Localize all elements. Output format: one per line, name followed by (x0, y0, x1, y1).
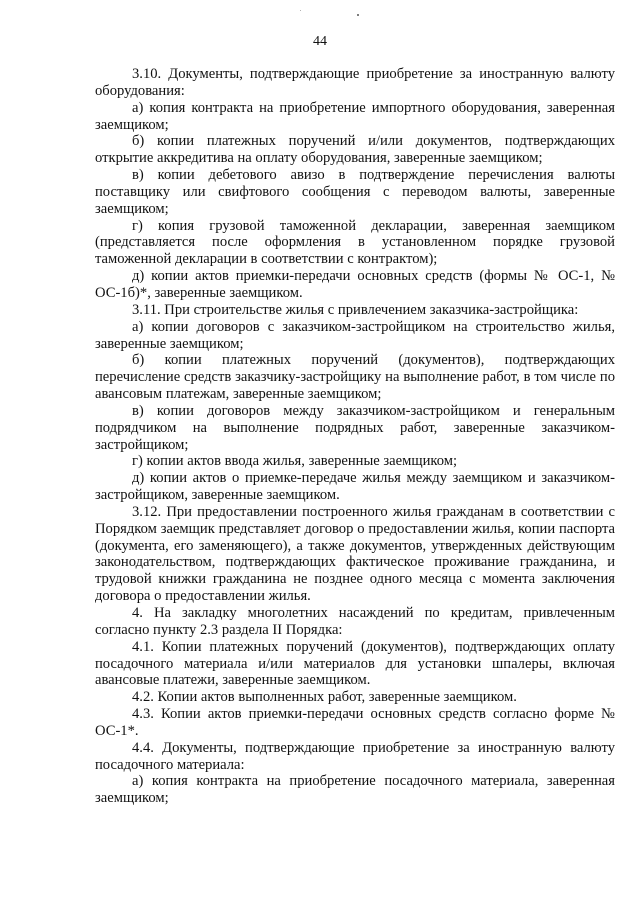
paragraph-4-4-a: а) копия контракта на приобретение посадочного материала, заверенная заемщиком; (95, 773, 615, 807)
paragraph-3-11: 3.11. При строительстве жилья с привлечением заказчика-застройщика: (132, 301, 579, 318)
paragraph-4-2: 4.2. Копии актов выполненных работ, заверенные заемщиком. (132, 689, 517, 706)
paragraph-3-10: 3.10. Документы, подтверждающие приобретение за иностранную валюту оборудования: (95, 66, 615, 99)
paragraph-4-4: 4.4. Документы, подтверждающие приобретение за иностранную валюту посадочного материала: (95, 739, 615, 773)
paragraph-3-11-b: б) копии платежных поручений (документов), подтверждающих перечисление средств заказчику-застройщику на выполнение работ, в том числе по авансовым платежам, заверенные заемщиком; (95, 352, 615, 403)
paragraph-3-10-v: в) копии дебетового авизо в подтверждение перечисления валюты поставщику или свифтового сообщения с переводом валюты, заверенные заемщиком; (95, 167, 615, 217)
scan-speck (300, 10, 301, 11)
paragraph-4: 4. На закладку многолетних насаждений по кредитам, привлеченным согласно пункту 2.3 раздела II Порядка: (95, 605, 615, 638)
document-body (95, 66, 615, 807)
page-number: 44 (313, 34, 327, 49)
paragraph-3-10-b: б) копии платежных поручений и/или документов, подтверждающих открытие аккредитива на оплату оборудования, заверенные заемщиком; (95, 133, 615, 167)
scan-speck (357, 14, 359, 16)
paragraph-3-11-d: д) копии актов о приемке-передаче жилья между заемщиком и заказчиком-застройщиком, заверенные заемщиком. (95, 470, 615, 504)
paragraph-3-12: 3.12. При предоставлении построенного жилья гражданам в соответствии с Порядком заемщик представляет договор о предоставлении жилья, копии паспорта (документа, его заменяющего), а также документов, утвержденных действующим законодательством, подтверждающих фактическое проживание гражданина, и трудовой книжки гражданина не позднее одного месяца с момента заключения договора о предоставлении жилья. (95, 503, 615, 605)
paragraph-4-1: 4.1. Копии платежных поручений (документов), подтверждающих оплату посадочного материала и/или материалов для установки шпалеры, включая авансовые платежи, заверенные заемщиком. (95, 638, 615, 689)
paragraph-3-10-a: а) копия контракта на приобретение импортного оборудования, заверенная заемщиком; (95, 99, 615, 133)
paragraph-3-10-d: д) копии актов приемки-передачи основных средств (формы № ОС-1, № ОС-1б)*, заверенные заемщиком. (95, 268, 615, 301)
paragraph-3-11-a: а) копии договоров с заказчиком-застройщиком на строительство жилья, заверенные заемщиком; (95, 318, 615, 352)
paragraph-4-3: 4.3. Копии актов приемки-передачи основных средств согласно форме № ОС-1*. (95, 706, 615, 739)
paragraph-3-10-g: г) копия грузовой таможенной декларации, заверенная заемщиком (представляется после оформления в установленном порядке грузовой таможенной декларации в соответствии с контрактом); (95, 217, 615, 268)
paragraph-3-11-v: в) копии договоров между заказчиком-застройщиком и генеральным подрядчиком на выполнение подрядных работ, заверенные заказчиком-застройщиком; (95, 402, 615, 453)
paragraph-3-11-g: г) копии актов ввода жилья, заверенные заемщиком; (132, 453, 458, 470)
